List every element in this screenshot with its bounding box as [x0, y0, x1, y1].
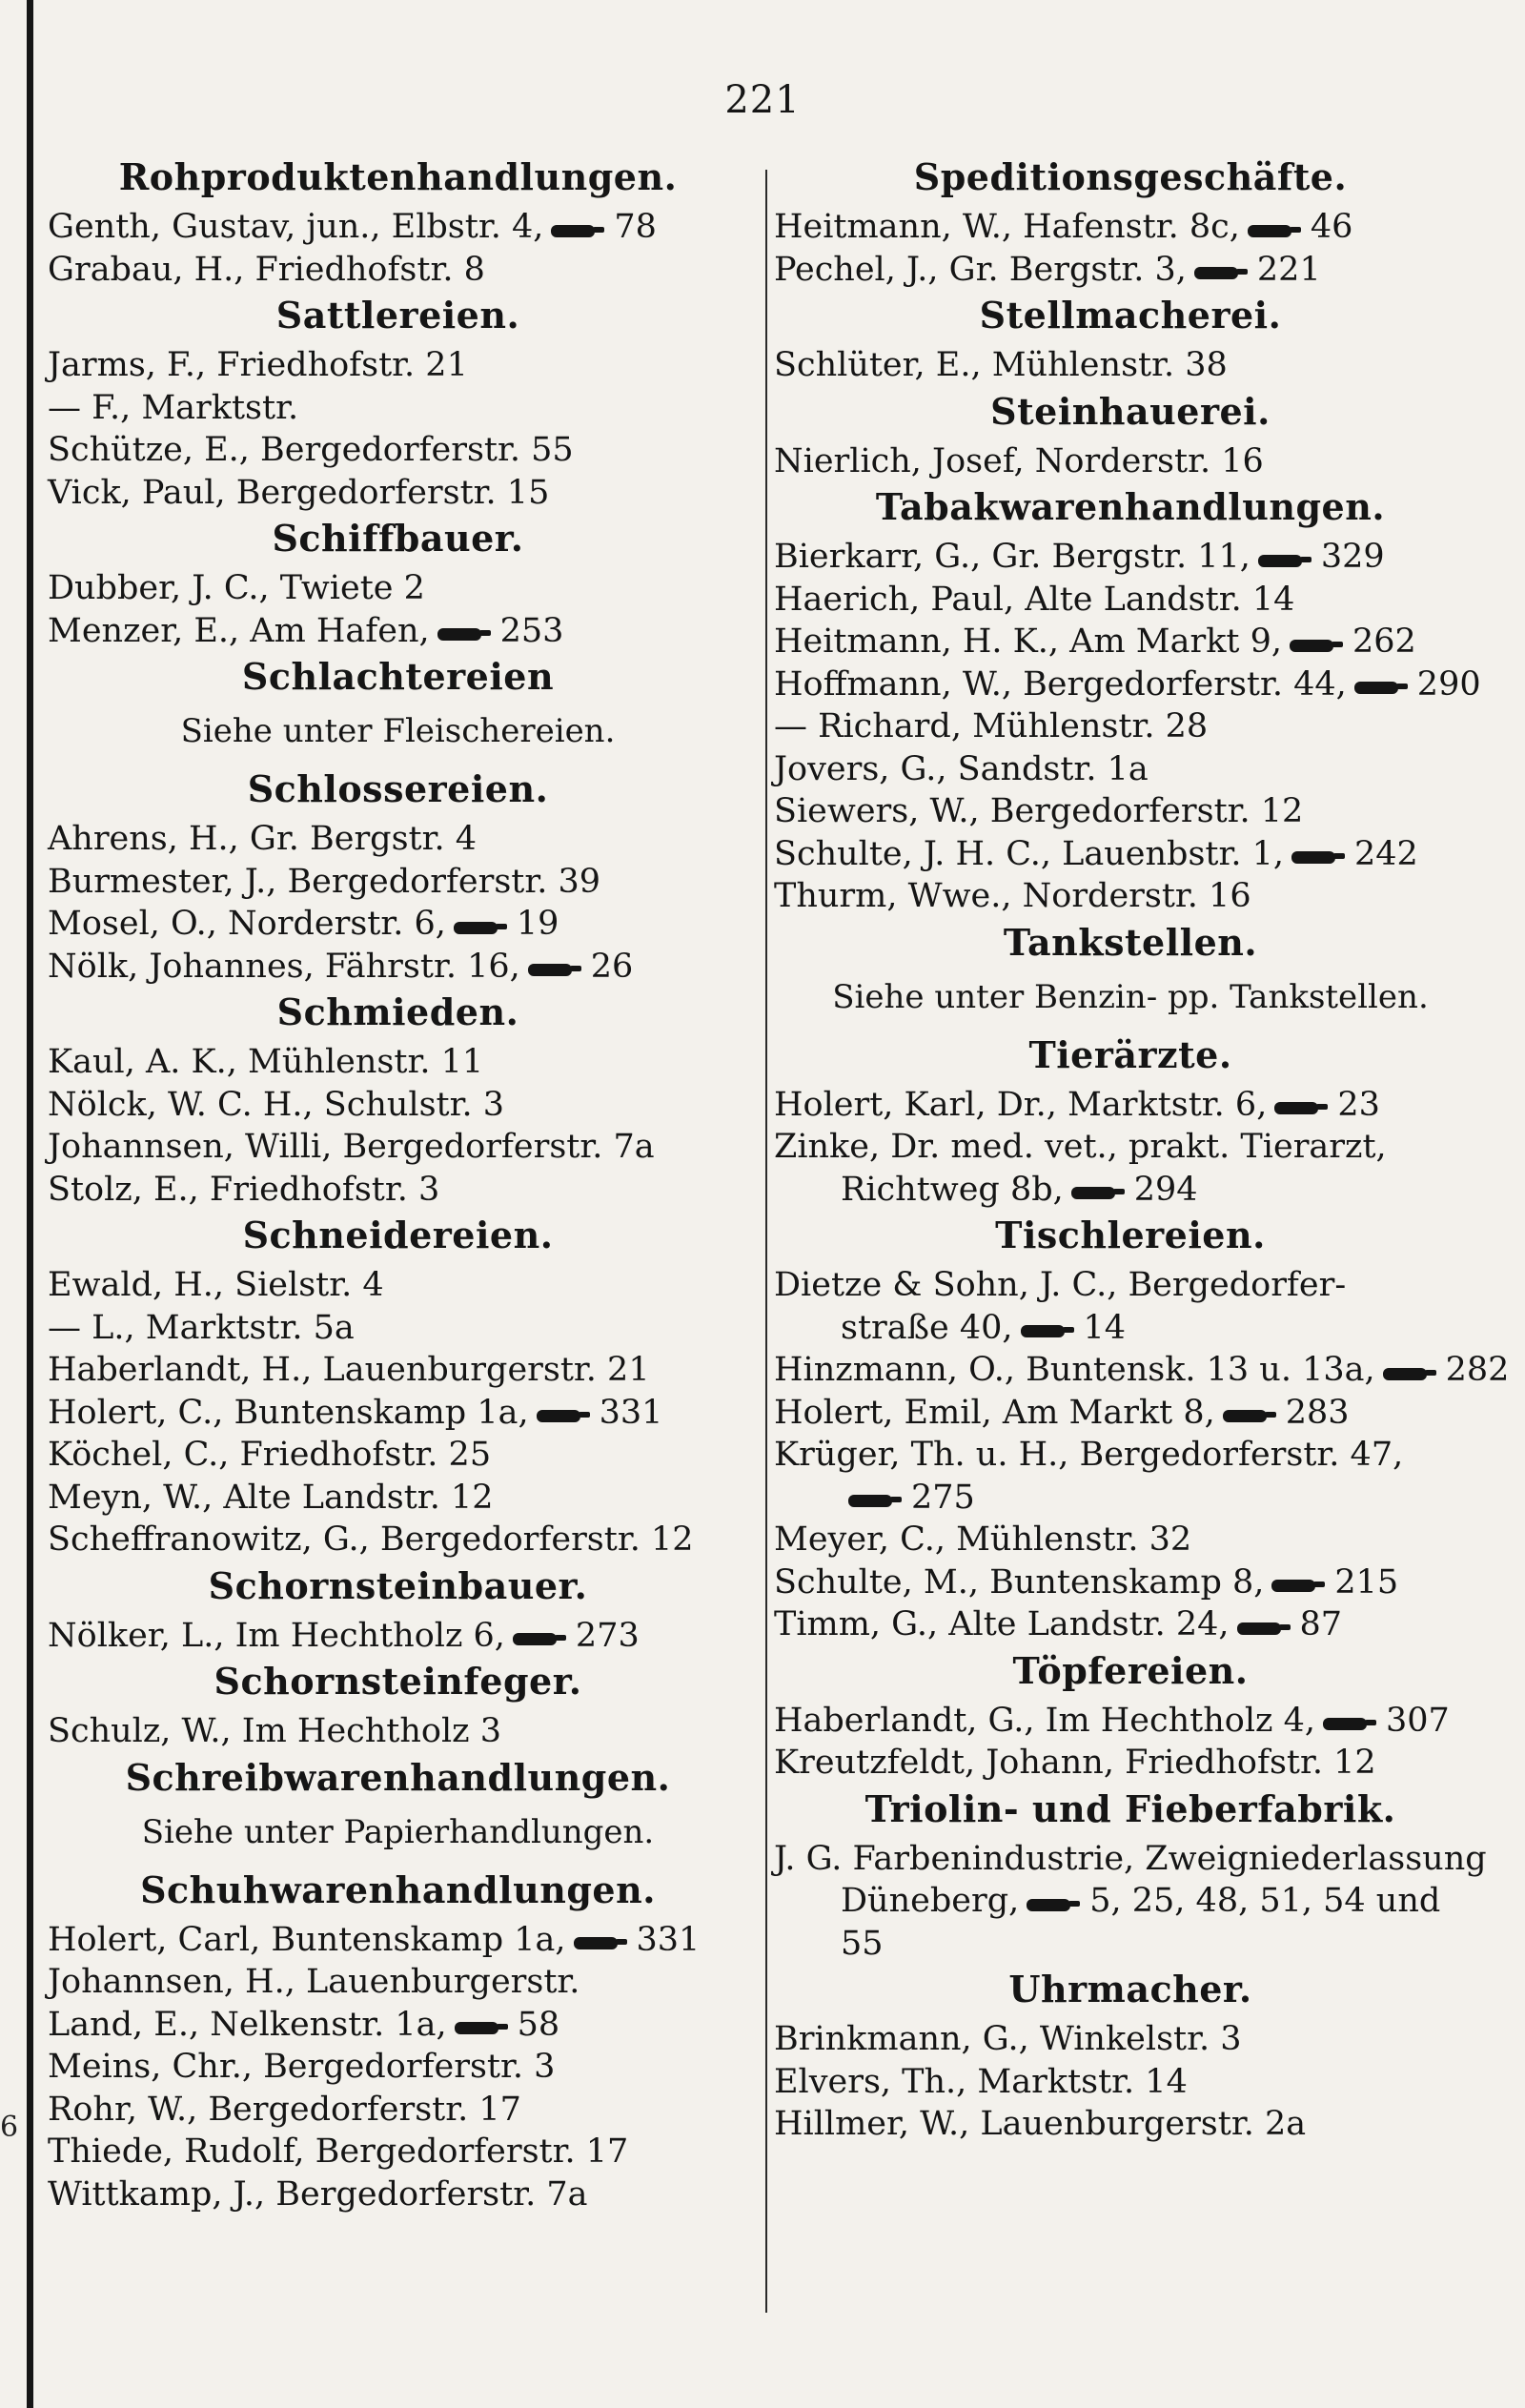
entry-text: Grabau, H., Friedhofstr. 8: [48, 250, 485, 289]
telephone-icon: [1223, 1408, 1276, 1419]
entry-text: Haberlandt, H., Lauenburgerstr. 21: [48, 1351, 650, 1389]
entry-text: Holert, Karl, Dr., Marktstr. 6,: [774, 1085, 1268, 1124]
section-schreibwarenhandlungen: [48, 1753, 748, 1866]
telephone-icon: [437, 626, 491, 638]
section-heading: Tischlereien.: [995, 1214, 1266, 1256]
entry-text: Schulz, W., Im Hechtholz 3: [48, 1712, 502, 1750]
directory-entry: [48, 1041, 748, 1084]
entry-text: straße 40,: [841, 1308, 1013, 1347]
cross-reference-note: Siehe unter Fleischereien.: [180, 712, 616, 750]
telephone-icon: [848, 1493, 902, 1504]
entry-text: Düneberg,: [841, 1882, 1020, 1920]
entry-text: Nölker, L., Im Hechtholz 6,: [48, 1616, 505, 1655]
section-heading: Schmieden.: [276, 990, 519, 1033]
entry-text: Hinzmann, O., Buntensk. 13 u. 13a,: [774, 1351, 1375, 1389]
telephone-number: 275: [911, 1478, 975, 1517]
section-tabakwarenhandlungen: [774, 482, 1487, 918]
entry-text: Holert, Carl, Buntenskamp 1a,: [48, 1920, 566, 1959]
telephone-icon: [455, 2020, 508, 2031]
directory-entry: [774, 663, 1487, 706]
section-steinhauerei: [774, 387, 1487, 483]
entry-text: Thiede, Rudolf, Bergedorferstr. 17: [48, 2133, 629, 2171]
directory-entry: [774, 748, 1487, 791]
section-t-pfereien: [774, 1646, 1487, 1785]
section-tier-rzte: [774, 1031, 1487, 1212]
section-heading: Schornsteinbauer.: [208, 1563, 588, 1607]
entry-text: Heitmann, W., Hafenstr. 8c,: [774, 208, 1240, 246]
telephone-icon: [1291, 849, 1345, 861]
directory-entry: [48, 1307, 748, 1350]
telephone-number: 26: [590, 947, 634, 986]
entry-text: Genth, Gustav, jun., Elbstr. 4,: [48, 208, 544, 246]
directory-entry: [48, 567, 748, 610]
directory-entry: [774, 1307, 1487, 1350]
telephone-number: 221: [1256, 250, 1321, 289]
directory-entry: [774, 344, 1487, 387]
telephone-icon: [1194, 265, 1248, 276]
directory-entry: [48, 1961, 748, 2004]
directory-entry: [774, 1923, 1487, 1966]
directory-entry: [774, 1880, 1487, 1923]
directory-entry: [774, 790, 1487, 833]
section-heading: Stellmacherei.: [979, 294, 1282, 337]
telephone-number: 294: [1133, 1170, 1198, 1209]
directory-entry: [48, 344, 748, 387]
directory-entry: [48, 2089, 748, 2132]
entry-text: Meyer, C., Mühlenstr. 32: [774, 1520, 1192, 1559]
section-heading: Schuhwarenhandlungen.: [140, 1867, 656, 1911]
section-heading: Schiffbauer.: [272, 517, 524, 560]
directory-entry: [774, 1084, 1487, 1127]
entry-text: Richtweg 8b,: [841, 1170, 1064, 1209]
telephone-number: 19: [516, 905, 559, 943]
section-heading: Triolin- und Fieberfabrik.: [864, 1786, 1396, 1830]
directory-entry: [48, 610, 748, 653]
directory-entry: [48, 1519, 748, 1561]
entry-text: Siewers, W., Bergedorferstr. 12: [774, 792, 1304, 830]
directory-entry: [774, 875, 1487, 918]
directory-entry: [48, 903, 748, 946]
entry-text: Pechel, J., Gr. Bergstr. 3,: [774, 250, 1187, 289]
directory-entry: [774, 249, 1487, 292]
directory-entry: [774, 1126, 1487, 1169]
margin-mark: 6: [0, 2111, 19, 2144]
section-heading: Schornsteinfeger.: [214, 1660, 582, 1703]
section-heading: Tierärzte.: [1028, 1032, 1232, 1076]
directory-entry: [48, 818, 748, 861]
telephone-icon: [1027, 1897, 1080, 1908]
section-heading: Uhrmacher.: [1008, 1968, 1252, 2010]
directory-entry: [774, 1519, 1487, 1561]
entry-text: Hillmer, W., Lauenburgerstr. 2a: [774, 2105, 1307, 2143]
telephone-icon: [551, 223, 604, 235]
left-column: [48, 153, 748, 2215]
telephone-number: 282: [1445, 1351, 1510, 1389]
entry-text: Vick, Paul, Bergedorferstr. 15: [48, 473, 550, 512]
telephone-number: 5, 25, 48, 51, 54 und: [1089, 1882, 1441, 1920]
section-heading: Rohproduktenhandlungen.: [118, 155, 678, 198]
section-heading: Tankstellen.: [1003, 920, 1258, 964]
entry-text: Zinke, Dr. med. vet., prakt. Tierarzt,: [774, 1128, 1387, 1166]
telephone-icon: [1071, 1185, 1125, 1196]
entry-text: Burmester, J., Bergedorferstr. 39: [48, 862, 601, 901]
entry-text: Krüger, Th. u. H., Bergedorferstr. 47,: [774, 1436, 1404, 1474]
telephone-icon: [1274, 1100, 1328, 1112]
directory-entry: [774, 705, 1487, 748]
entry-text: Wittkamp, J., Bergedorferstr. 7a: [48, 2174, 588, 2214]
entry-text: Nierlich, Josef, Norderstr. 16: [774, 441, 1264, 480]
telephone-icon: [1323, 1716, 1376, 1727]
entry-text: Brinkmann, G., Winkelstr. 3: [774, 2020, 1242, 2058]
directory-entry: [48, 1434, 748, 1477]
entry-text: Hoffmann, W., Bergedorferstr. 44,: [774, 664, 1347, 704]
telephone-icon: [1383, 1366, 1436, 1377]
section-heading: Töpfereien.: [1012, 1648, 1249, 1692]
telephone-number: 87: [1299, 1605, 1343, 1643]
entry-text: Johannsen, H., Lauenburgerstr.: [48, 1963, 580, 2001]
entry-text: Schütze, E., Bergedorferstr. 55: [48, 431, 574, 469]
telephone-number: 307: [1386, 1701, 1450, 1740]
directory-entry: [774, 2018, 1487, 2061]
directory-entry: [774, 440, 1487, 483]
directory-entry: [774, 2061, 1487, 2104]
entry-text: Schlüter, E., Mühlenstr. 38: [774, 346, 1228, 384]
entry-text: Elvers, Th., Marktstr. 14: [774, 2062, 1188, 2101]
entry-text: — F., Marktstr.: [48, 388, 299, 427]
directory-entry: [774, 2103, 1487, 2146]
directory-entry: [48, 1169, 748, 1212]
directory-entry: [48, 472, 748, 515]
directory-entry: [774, 1838, 1487, 1881]
entry-text: Land, E., Nelkenstr. 1a,: [48, 2005, 447, 2044]
entry-text: Ahrens, H., Gr. Bergstr. 4: [48, 820, 478, 858]
telephone-number: 14: [1083, 1308, 1127, 1347]
directory-entry: [48, 861, 748, 904]
telephone-number: 290: [1416, 664, 1481, 704]
directory-entry: [774, 833, 1487, 876]
directory-entry: [774, 1434, 1487, 1477]
section-heading: Schneidereien.: [242, 1214, 554, 1256]
directory-entry: [48, 1264, 748, 1307]
directory-entry: [48, 206, 748, 249]
section-heading: Schlachtereien: [241, 655, 555, 698]
entry-text: Haberlandt, G., Im Hechtholz 4,: [774, 1701, 1315, 1740]
entry-text: Meyn, W., Alte Landstr. 12: [48, 1478, 494, 1517]
section-schiffbauer: [48, 514, 748, 652]
directory-entry: [774, 1700, 1487, 1743]
entry-text: Dietze & Sohn, J. C., Bergedorfer-: [774, 1266, 1347, 1304]
telephone-icon: [1237, 1621, 1291, 1632]
entry-text: Köchel, C., Friedhofstr. 25: [48, 1436, 492, 1474]
directory-entry: [774, 1561, 1487, 1604]
section-sattlereien: [48, 291, 748, 514]
directory-entry: [48, 1477, 748, 1520]
entry-text: Bierkarr, G., Gr. Bergstr. 11,: [774, 538, 1250, 576]
telephone-icon: [454, 920, 507, 931]
section-schmieden: [48, 988, 748, 1211]
directory-entry: [774, 1477, 1487, 1520]
section-heading: Schreibwarenhandlungen.: [125, 1755, 671, 1799]
entry-text: Haerich, Paul, Alte Landstr. 14: [774, 580, 1295, 619]
section-tankstellen: [774, 918, 1487, 1031]
telephone-icon: [1248, 223, 1301, 235]
entry-text: J. G. Farbenindustrie, Zweigniederlassung: [774, 1839, 1487, 1878]
entry-text: Kaul, A. K., Mühlenstr. 11: [48, 1043, 484, 1081]
directory-entry: [48, 387, 748, 430]
right-column: [774, 153, 1510, 2146]
directory-entry: [48, 1710, 748, 1753]
section-stellmacherei: [774, 291, 1487, 387]
directory-entry: [48, 1919, 748, 1962]
directory-entry: [774, 621, 1487, 663]
directory-entry: [774, 1264, 1487, 1307]
telephone-number: 329: [1320, 538, 1385, 576]
directory-entry: [48, 429, 748, 472]
entry-text: Johannsen, Willi, Bergedorferstr. 7a: [48, 1128, 655, 1166]
section-triolin-und-fieberfabrik: [774, 1785, 1487, 1966]
telephone-number: 23: [1337, 1085, 1380, 1124]
directory-entry: [48, 2004, 748, 2047]
section-rohproduktenhandlungen: [48, 153, 748, 291]
entry-text: — L., Marktstr. 5a: [48, 1308, 355, 1347]
telephone-icon: [537, 1408, 590, 1419]
entry-text: 55: [841, 1924, 884, 1963]
entry-text: Schulte, M., Buntenskamp 8,: [774, 1562, 1265, 1602]
section-schuhwarenhandlungen: [48, 1866, 748, 2216]
telephone-number: 58: [517, 2005, 560, 2044]
cross-reference-note: Siehe unter Papierhandlungen.: [141, 1812, 655, 1851]
entry-text: Heitmann, H. K., Am Markt 9,: [774, 622, 1282, 661]
section-heading: Sattlereien.: [275, 294, 520, 337]
entry-text: Schulte, J. H. C., Lauenbstr. 1,: [774, 834, 1284, 873]
column-divider: [765, 170, 767, 2313]
directory-entry: [774, 1603, 1487, 1646]
telephone-number: 215: [1334, 1562, 1399, 1602]
page-number: 221: [724, 78, 801, 122]
telephone-icon: [1258, 553, 1312, 564]
telephone-number: 331: [636, 1920, 701, 1959]
entry-text: Holert, C., Buntenskamp 1a,: [48, 1393, 529, 1432]
directory-entry: [48, 1126, 748, 1169]
entry-text: Ewald, H., Sielstr. 4: [48, 1266, 384, 1304]
telephone-icon: [1271, 1578, 1325, 1589]
telephone-icon: [1290, 638, 1343, 649]
directory-entry: [48, 1349, 748, 1392]
telephone-icon: [1021, 1323, 1074, 1335]
section-schlossereien: [48, 765, 748, 988]
entry-text: Holert, Emil, Am Markt 8,: [774, 1393, 1215, 1432]
entry-text: Menzer, E., Am Hafen,: [48, 611, 430, 650]
section-schlachtereien: [48, 652, 748, 765]
directory-entry: [774, 579, 1487, 622]
directory-entry: [48, 2046, 748, 2089]
directory-entry: [774, 536, 1487, 579]
telephone-number: 283: [1285, 1393, 1350, 1432]
directory-entry: [48, 1392, 748, 1435]
directory-entry: [774, 1349, 1510, 1392]
directory-entry: [774, 206, 1487, 249]
entry-text: Rohr, W., Bergedorferstr. 17: [48, 2090, 521, 2129]
telephone-icon: [513, 1631, 566, 1643]
telephone-number: 331: [599, 1393, 663, 1432]
section-heading: Tabakwarenhandlungen.: [875, 485, 1386, 528]
entry-text: Stolz, E., Friedhofstr. 3: [48, 1170, 440, 1209]
entry-text: Mosel, O., Norderstr. 6,: [48, 905, 446, 943]
telephone-number: 46: [1310, 208, 1353, 246]
directory-entry: [48, 1615, 748, 1658]
section-uhrmacher: [774, 1965, 1487, 2146]
entry-text: Timm, G., Alte Landstr. 24,: [774, 1605, 1230, 1643]
directory-entry: [48, 2173, 748, 2216]
telephone-number: 78: [614, 208, 657, 246]
telephone-number: 242: [1354, 834, 1418, 873]
entry-text: Dubber, J. C., Twiete 2: [48, 569, 425, 607]
directory-entry: [774, 1169, 1487, 1212]
entry-text: — Richard, Mühlenstr. 28: [774, 707, 1209, 745]
section-schornsteinbauer: [48, 1561, 748, 1658]
cross-reference-note: Siehe unter Benzin- pp. Tankstellen.: [832, 977, 1429, 1016]
telephone-number: 262: [1352, 622, 1416, 661]
binding-rule: [27, 0, 33, 2408]
entry-text: Jovers, G., Sandstr. 1a: [774, 749, 1149, 788]
telephone-number: 253: [499, 611, 564, 650]
section-heading: Speditionsgeschäfte.: [913, 155, 1348, 198]
entry-text: Scheffranowitz, G., Bergedorferstr. 12: [48, 1520, 694, 1559]
telephone-icon: [574, 1935, 627, 1947]
entry-text: Kreutzfeldt, Johann, Friedhofstr. 12: [774, 1744, 1376, 1782]
telephone-icon: [528, 962, 581, 973]
section-tischlereien: [774, 1211, 1510, 1646]
section-speditionsgesch-fte: [774, 153, 1487, 291]
entry-text: Nölck, W. C. H., Schulstr. 3: [48, 1085, 505, 1124]
directory-entry: [774, 1392, 1487, 1435]
section-schneidereien: [48, 1211, 748, 1561]
directory-entry: [48, 1084, 748, 1127]
entry-text: Nölk, Johannes, Fährstr. 16,: [48, 947, 520, 986]
directory-entry: [48, 946, 748, 989]
directory-entry: [48, 249, 748, 292]
directory-entry: [774, 1742, 1487, 1785]
section-heading: Steinhauerei.: [990, 389, 1271, 433]
directory-entry: [48, 2131, 748, 2173]
section-schornsteinfeger: [48, 1657, 748, 1753]
section-heading: Schlossereien.: [247, 767, 549, 810]
entry-text: Meins, Chr., Bergedorferstr. 3: [48, 2048, 556, 2086]
telephone-icon: [1354, 680, 1408, 691]
entry-text: Thurm, Wwe., Norderstr. 16: [774, 877, 1251, 915]
telephone-number: 273: [575, 1616, 640, 1655]
entry-text: Jarms, F., Friedhofstr. 21: [48, 346, 468, 384]
